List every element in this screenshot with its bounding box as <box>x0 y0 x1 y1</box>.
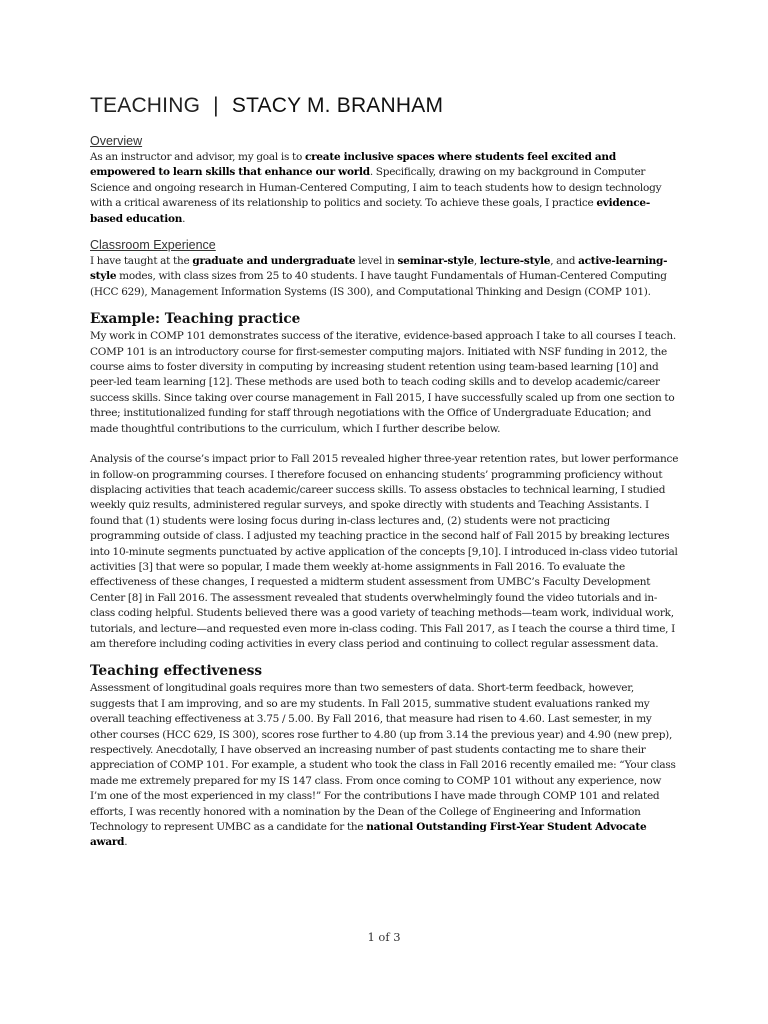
classroom-emphasis-3: lecture-style <box>479 255 551 268</box>
practice-heading: Example: Teaching practice <box>90 311 301 328</box>
classroom-heading: Classroom Experience <box>90 238 216 253</box>
title-separator: | <box>213 94 219 117</box>
overview-heading: Overview <box>90 134 143 148</box>
page-title <box>90 94 680 118</box>
title-teaching: TEACHING <box>90 94 201 117</box>
classroom-paragraph: I have taught at the graduate and undergraduate level in seminar-style, lecture-style, and active-learning-style modes, with class sizes from 25 to 40 students. I have taught Fundamentals of Human-Centered Computing (HCC 629), Management Information Systems (IS 300), and Computational Thinking and Design (COMP 101). <box>90 255 668 298</box>
overview-paragraph: As an instructor and advisor, my goal is to create inclusive spaces where students feel excited and empowered to learn skills that enhance our world. Specifically, drawing on my background in Computer Science and ongoing research in Human-Centered Computing, I aim to teach students how to design technology with a critical awareness of its relationship to politics and society. To achieve these goals, I practice evidence-based education. <box>90 151 662 225</box>
effectiveness-heading: Teaching effectiveness <box>90 663 263 680</box>
overview-emphasis-1: create inclusive spaces where students feel excited and empowered to learn skills that enhance our world <box>90 151 616 179</box>
title-author-name: STACY M. BRANHAM <box>231 94 444 117</box>
effectiveness-paragraph: Assessment of longitudinal goals requires more than two semesters of data. Short-term feedback, however, suggests that I am improving, and so are my students. In Fall 2015, summative student evaluations ranked my overall teaching effectiveness at 3.75 / 5.00. By Fall 2016, that measure had risen to 4.60. Last semester, in my other courses (HCC 629, IS 300), scores rose further to 4.80 (up from 3.14 the previous year) and 4.90 (new prep), respectively. Anecdotally, I have observed an increasing number of past students contacting me to share their appreciation of COMP 101. For example, a student who took the class in Fall 2016 recently emailed me: “Your class made me extremely prepared for my IS 147 class. From once coming to COMP 101 without any experience, now I’m one of the most experienced in my class!” For the contributions I have made through COMP 101 and related efforts, I was recently honored with a nomination by the Dean of the College of Engineering and Information Technology to represent UMBC as a candidate for the national Outstanding First-Year Student Advocate award. <box>90 682 676 849</box>
classroom-emphasis-1: graduate and undergraduate <box>192 255 356 268</box>
page-number: 1 of 3 <box>367 930 401 944</box>
overview-emphasis-2: evidence-based education <box>90 197 650 225</box>
classroom-emphasis-2: seminar-style <box>397 255 474 268</box>
practice-paragraph-2: Analysis of the course’s impact prior to Fall 2015 revealed higher three-year retention rates, but lower performance in follow-on programming courses. I therefore focused on enhancing students’ programming proficiency without displacing activities that teach academic/career success skills. To assess obstacles to technical learning, I studied weekly quiz results, administered regular surveys, and spoke directly with students and Teaching Assistants. I found that (1) students were losing focus during in-class lectures and, (2) students were not practicing programming outside of class. I adjusted my teaching practice in the second half of Fall 2015 by breaking lectures into 10-minute segments punctuated by active application of the concepts [9,10]. I introduced in-class video tutorial activities [3] that were so popular, I made them weekly at-home assignments in Fall 2016. To evaluate the effectiveness of these changes, I requested a midterm student assessment from UMBC’s Faculty Development Center [8] in Fall 2016. The assessment revealed that students overwhelmingly found the video tutorials and in-class coding helpful. Students believed there was a good variety of teaching methods—team work, individual work, tutorials, and lecture—and requested even more in-class coding. This Fall 2017, as I teach the course a third time, I am therefore including coding activities in every class period and continuing to collect regular assessment data. <box>90 453 679 650</box>
effectiveness-emphasis: national Outstanding First-Year Student Advocate award <box>90 821 647 849</box>
practice-paragraph-1: My work in COMP 101 demonstrates success of the iterative, evidence-based approach I take to all courses I teach. COMP 101 is an introductory course for first-semester computing majors. Initiated with NSF funding in 2012, the course aims to foster diversity in computing by increasing student retention using team-based learning [10] and peer-led team learning [12]. These methods are used both to teach coding skills and to develop academic/career success skills. Since taking over course management in Fall 2015, I have successfully scaled up from one section to three; institutionalized funding for staff through negotiations with the Office of Undergraduate Education; and made thoughtful contributions to the curriculum, which I further describe below. <box>90 330 676 435</box>
classroom-emphasis-4: active-learning-style <box>90 255 668 283</box>
